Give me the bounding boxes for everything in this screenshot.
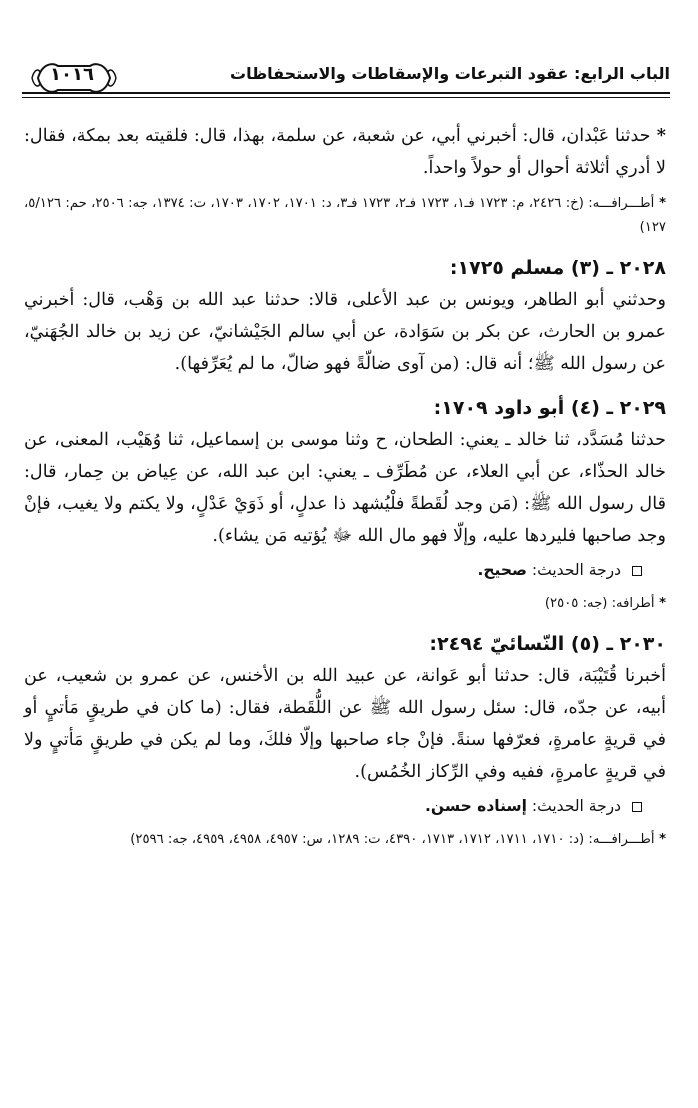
- grade-value: إسناده حسن.: [425, 797, 527, 815]
- takhrij-content: أطـــرافـــه: (خ: ٢٤٢٦، م: ١٧٢٣ فـ١، ١٧٢٣ فـ٢، ١٧٢٣ فـ٣، د: ١٧٠١، ١٧٠٢، ١٧٠٣، ت: ١٣٧٤، جه: ٢٥٠٦، حم: ٥/١٢٦، ١٢٧): [24, 196, 666, 235]
- asterisk-icon: *: [650, 125, 666, 146]
- hadith-heading: ٢٠٣٠ ـ (٥) النّسائيّ ٢٤٩٤:: [429, 633, 666, 655]
- hadith-text: حدثنا مُسَدَّد، ثنا خالد ـ يعني: الطحان، ح وثنا موسى بن إسماعيل، ثنا وُهَيْب، المعنى، عن خالد الحذّاء، عن أبي العلاء، عن مُطَرِّف ـ يعني: ابن عبد الله، عن عِياض بن حِمار، قال: قال رسول الله ﷺ: (مَن وجد لُقَطةً فلْيُشهد ذا عدلٍ، أو ذَوَيْ عَدْلٍ، ولا يكتم ولا يغيب، فإنْ وجد صاحبها فليردها عليه، وإلّا فهو مال الله ﷻ يُؤتيه مَن يشاء).: [24, 430, 666, 546]
- hadith-block: [24, 628, 666, 852]
- takhrij-content: أطرافه: (جه: ٢٥٠٥): [544, 596, 655, 611]
- hadith-block: [24, 252, 666, 380]
- page-body: [24, 120, 666, 852]
- hadith-text: [24, 120, 666, 184]
- page-number: ١٠١٦: [50, 64, 94, 85]
- page-number-ornament: [28, 60, 120, 96]
- chapter-title: الباب الرابع: عقود التبرعات والإسقاطات والاستحفاظات: [229, 64, 670, 83]
- hadith-grade: [24, 556, 642, 584]
- takhrij-line: [24, 192, 666, 240]
- square-bullet-icon: [632, 802, 642, 812]
- hadith-heading: ٢٠٢٩ ـ (٤) أبو داود ١٧٠٩:: [433, 397, 666, 419]
- grade-label: درجة الحديث:: [531, 797, 622, 815]
- hadith-block: [24, 120, 666, 240]
- asterisk-icon: *: [654, 596, 666, 611]
- takhrij-line: [24, 828, 666, 852]
- takhrij-line: [24, 592, 666, 616]
- hadith-grade: [24, 792, 642, 820]
- hadith-heading: ٢٠٢٨ ـ (٣) مسلم ١٧٢٥:: [449, 257, 666, 279]
- asterisk-icon: *: [654, 832, 666, 847]
- page-header: [22, 60, 670, 106]
- hadith-text-content: حدثنا عَبْدان، قال: أخبرني أبي، عن شعبة، عن سلمة، بهذا، قال: فلقيته بعد بمكة، فقال: لا أدري أثلاثة أحوال أو حولاً واحداً.: [24, 126, 666, 178]
- hadith-text: وحدثني أبو الطاهر، ويونس بن عبد الأعلى، قالا: حدثنا عبد الله بن وَهْب، قال: أخبرني عمرو بن الحارث، عن بكر بن سَوَادة، عن أبي سالم الجَيْشانيّ، عن زيد بن خالد الجُهَنيّ، عن رسول الله ﷺ؛ أنه قال: (من آوى ضالّةً فهو ضالّ، ما لم يُعَرِّفها).: [24, 290, 666, 374]
- grade-value: صحيح.: [477, 561, 527, 579]
- hadith-block: [24, 392, 666, 616]
- grade-label: درجة الحديث:: [531, 561, 622, 579]
- takhrij-content: أطـــرافـــه: (د: ١٧١٠، ١٧١١، ١٧١٢، ١٧١٣، ٤٣٩٠، ت: ١٢٨٩، س: ٤٩٥٧، ٤٩٥٨، ٤٩٥٩، جه: ٢٥٩٦): [130, 832, 655, 847]
- hadith-text: أخبرنا قُتَيْبَة، قال: حدثنا أبو عَوانة، عن عبيد الله بن الأخنس، عن عمرو بن شعيب، عن أبيه، عن جدّه، قال: سئل رسول الله ﷺ عن اللُّقَطة، فقال: (ما كان في طريقٍ مَأتيٍ أو في قريةٍ عامرةٍ، فعرّفها سنةً. فإنْ جاء صاحبها وإلّا فلكَ، وما لم يكن في طريقٍ مَأتيٍ ولا في قريةٍ عامرةٍ، ففيه وفي الرِّكاز الخُمُس).: [24, 666, 666, 782]
- header-rule: [22, 92, 670, 94]
- asterisk-icon: *: [654, 196, 666, 211]
- square-bullet-icon: [632, 566, 642, 576]
- header-rule-thin: [22, 97, 670, 98]
